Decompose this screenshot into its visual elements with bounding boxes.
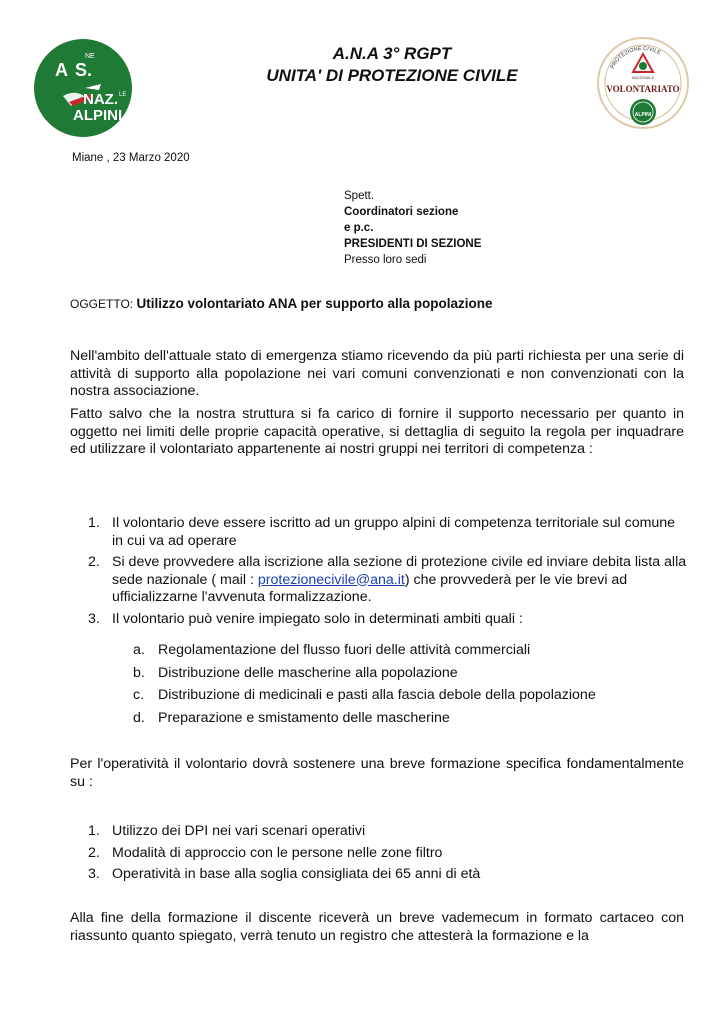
ambiti-list (133, 642, 693, 732)
list-item-text: Distribuzione delle mascherine alla popolazione (158, 664, 458, 681)
list-item-letter: b. (133, 664, 145, 681)
ana-logo-sup1: NE (85, 53, 95, 60)
list-item-number: 3. (88, 866, 100, 882)
list-item-text: Preparazione e smistamento delle mascherine (158, 709, 450, 726)
recipient-block (344, 188, 481, 268)
mini-logo-text: ALPINI (634, 112, 652, 118)
volontariato-text: VOLONTARIATO (606, 84, 680, 94)
ana-logo-naz: NAZ. (83, 91, 118, 108)
list-item-number: 2. (88, 554, 100, 570)
letter-date: Miane , 23 Marzo 2020 (72, 152, 190, 164)
list-item-text: Il volontario deve essere iscritto ad un gruppo alpini di competenza territoriale sul comune in cui va ad operare (112, 515, 676, 549)
formazione-list (88, 823, 688, 888)
header-title: A.N.A 3° RGPT (332, 44, 452, 63)
paragraph-closing: Alla fine della formazione il discente riceverà un breve vademecum in formato cartaceo con riassunto quanto spiegato, verrà tenuto un registro che attesterà la formazione e la (70, 910, 684, 944)
nazionale-text: NAZIONALE (631, 75, 655, 80)
subject-label: OGGETTO: (70, 297, 134, 311)
list-item (88, 554, 688, 607)
list-item (88, 823, 688, 841)
list-item-letter: c. (133, 687, 145, 703)
header-subtitle: UNITA' DI PROTEZIONE CIVILE (266, 66, 518, 85)
list-item-number: 2. (88, 844, 100, 861)
list-item-text: Modalità di approccio con le persone nelle zone filtro (112, 844, 443, 861)
list-item (133, 687, 693, 705)
ring-text: PROTEZIONE CIVILE (609, 45, 662, 70)
email-link[interactable]: protezionecivile@ana.it (257, 571, 405, 588)
subject-line (70, 296, 492, 311)
list-item (88, 845, 688, 863)
ana-logo-a: A (55, 60, 68, 80)
paragraph-intro: Nell'ambito dell'attuale stato di emergenza stiamo ricevendo da più parti richiesta per una serie di attività di supporto alla popolazione nei vari comuni convenzionati e non convenzionati con la nostra associazione. (70, 348, 684, 399)
list-item-number: 1. (88, 515, 100, 531)
list-item (133, 710, 693, 728)
ana-logo-s: S. (75, 60, 93, 80)
recipient-line-1: Spett. (344, 190, 375, 202)
list-item-text-after: ) che provvederà per le vie brevi ad ufficializzarne l'avvenuta formalizzazione. (112, 571, 628, 605)
ana-logo-sup2: LE (119, 92, 127, 98)
list-item-text: Regolamentazione del flusso fuori delle attività commerciali (158, 642, 531, 658)
list-item (133, 665, 693, 683)
list-item-text-before: Si deve provvedere alla iscrizione alla sezione di protezione civile ed inviare debita lista alla sede nazionale ( mail : (112, 554, 687, 588)
list-item-letter: a. (133, 642, 145, 658)
paragraph-rules-intro: Fatto salvo che la nostra struttura si fa carico di fornire il supporto necessario per quanto in oggetto nei limiti delle proprie capacità operative, si dettaglia di seguito la regola per inquadrare ed utilizzare il volontariato appartenente ai nostri gruppi nei territori di competenza : (70, 406, 684, 457)
recipient-line-2: Coordinatori sezione (344, 206, 459, 218)
list-item-text: Distribuzione di medicinali e pasti alla fascia debole della popolazione (158, 687, 596, 703)
list-item-letter: d. (133, 709, 145, 726)
ana-logo-alpini: ALPINI (73, 107, 123, 124)
list-item (88, 611, 688, 629)
list-item-number: 3. (88, 610, 100, 627)
recipient-line-5: Presso loro sedi (344, 254, 427, 266)
list-item-text: Utilizzo dei DPI nei vari scenari operativi (112, 823, 366, 839)
recipient-line-4: PRESIDENTI DI SEZIONE (344, 238, 482, 250)
list-item (88, 866, 688, 884)
rules-list (88, 515, 688, 632)
list-item-number: 1. (88, 823, 100, 839)
recipient-line-3: e p.c. (344, 222, 374, 234)
subject-text: Utilizzo volontariato ANA per supporto alla popolazione (136, 296, 493, 311)
paragraph-formazione-intro: Per l'operatività il volontario dovrà sostenere una breve formazione specifica fondamentalmente su : (70, 756, 684, 790)
list-item (88, 515, 688, 550)
list-item-text: Il volontario può venire impiegato solo in determinati ambiti quali : (112, 610, 523, 627)
list-item (133, 642, 693, 660)
list-item-text: Operatività in base alla soglia consigliata dei 65 anni di età (112, 866, 481, 882)
